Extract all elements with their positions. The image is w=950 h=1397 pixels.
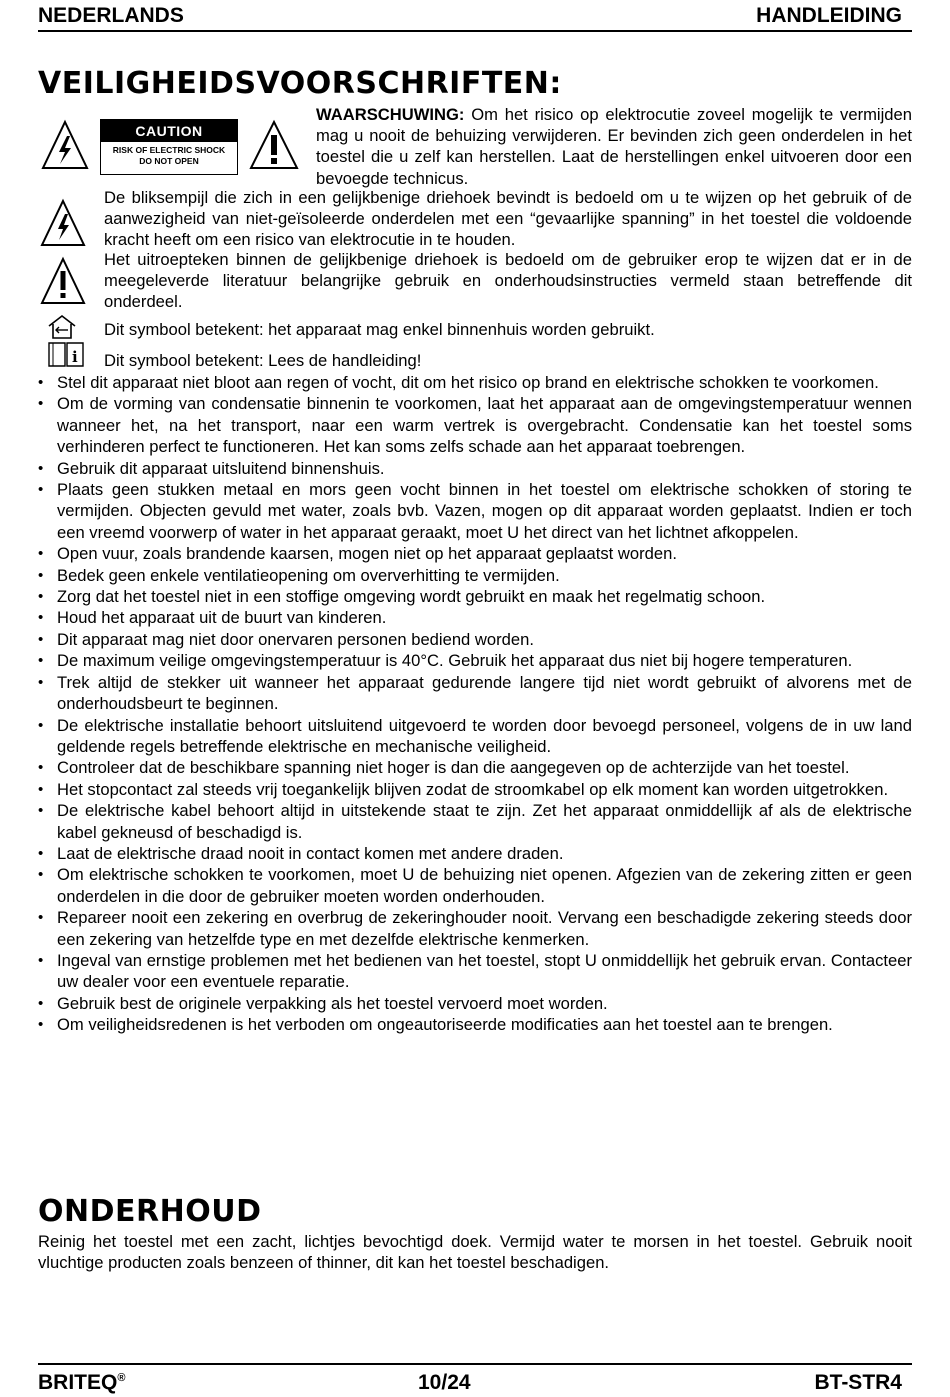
- list-item: • Gebruik best de originele verpakking als het toestel vervoerd moet worden.: [38, 993, 912, 1014]
- footer-brand-wrap: [38, 1371, 125, 1395]
- exclamation-symbol-icon: [40, 256, 86, 306]
- caution-label: [100, 119, 238, 175]
- page-header: [38, 2, 912, 32]
- footer-page-number: 10/24: [418, 1371, 471, 1394]
- list-item: • Dit apparaat mag niet door onervaren personen bediend worden.: [38, 629, 912, 650]
- indoor-use-icon: [46, 313, 78, 341]
- list-item: • Om elektrische schokken te voorkomen, moet U de behuizing niet openen. Afgezien van de zekering zitten er geen onderdelen in die door de gebruiker moeten worden onderhouden.: [38, 864, 912, 907]
- page-title: VEILIGHEIDSVOORSCHRIFTEN:: [38, 66, 562, 101]
- list-item: • Trek altijd de stekker uit wanneer het apparaat gedurende langere tijd niet wordt gebruikt of alvorens met de onderhoudsbeurt te beginnen.: [38, 672, 912, 715]
- footer-reg: ®: [117, 1372, 126, 1384]
- maintenance-title: ONDERHOUD: [38, 1194, 262, 1229]
- warning-text: Om het risico op elektrocutie zoveel mogelijk te vermijden mag u nooit de behuizing verwijderen. Er bevinden zich geen onderdelen in het toestel die u zelf kan herstellen. Laat de herstellingen enkel uitvoeren door een bevoegde technicus.: [316, 105, 912, 188]
- list-item: • Om de vorming van condensatie binnenin te voorkomen, laat het apparaat aan de omgevingstemperatuur wennen wanneer het, na het transport, naar een warm vertrek is overgebracht. Condensatie kan het toestel soms verhinderen perfect te functioneren. Het kan soms zelfs schade aan het apparaat toebrengen.: [38, 393, 912, 457]
- safety-bullet-list: [38, 372, 912, 1036]
- manual-explanation: Dit symbool betekent: Lees de handleiding!: [104, 351, 422, 370]
- page-footer: [38, 1363, 912, 1395]
- indoor-explanation: Dit symbool betekent: het apparaat mag enkel binnenhuis worden gebruikt.: [104, 320, 655, 339]
- list-item: • De elektrische installatie behoort uitsluitend uitgevoerd te worden door bevoegd personeel, volgens de in uw land geldende regels betreffende elektrische en mechanische veiligheid.: [38, 715, 912, 758]
- maintenance-text: Reinig het toestel met een zacht, lichtjes bevochtigd doek. Vermijd water te morsen in het toestel. Gebruik nooit vluchtige producten zoals benzeen of thinner, dit kan het toestel beschadigen.: [38, 1232, 912, 1273]
- list-item: • Repareer nooit een zekering en overbrug de zekeringhouder nooit. Vervang een beschadigde zekering steeds door een zekering van hetzelfde type en met dezelfde elektrische kenmerken.: [38, 907, 912, 950]
- lightning-symbol-icon: [40, 198, 86, 248]
- list-item: • Gebruik dit apparaat uitsluitend binnenshuis.: [38, 458, 912, 479]
- lightning-explanation: De bliksempijl die zich in een gelijkbenige driehoek bevindt is bedoeld om u te wijzen op het gebruik of de aanwezigheid van niet-geïsoleerde onderdelen met een “gevaarlijke spanning” in het toestel die voldoende kracht heeft om een risico van elektrocutie in te houden.: [104, 188, 912, 250]
- caution-line1: RISK OF ELECTRIC SHOCK: [112, 145, 226, 155]
- warning-label: WAARSCHUWING:: [316, 105, 465, 124]
- warning-paragraph: [316, 104, 912, 189]
- list-item: • Plaats geen stukken metaal en mors geen vocht binnen in het toestel om elektrische schokken of storing te vermijden. Objecten gevuld met water, zoals bvb. Vazen, mogen op dit apparaat worden geplaatst. Indien er toch een vreemd voorwerp of water in het apparaat geraakt, moet U het direct van het lichtnet afkoppelen.: [38, 479, 912, 543]
- list-item: • Bedek geen enkele ventilatieopening om oververhitting te vermijden.: [38, 565, 912, 586]
- list-item: • Controleer dat de beschikbare spanning niet hoger is dan die aangegeven op de achterzijde van het toestel.: [38, 757, 912, 778]
- exclamation-explanation: Het uitroepteken binnen de gelijkbenige driehoek is bedoeld om de gebruiker erop te wijzen dat er in de meegeleverde literatuur belangrijke gebruik en onderhoudsinstructies vermeld staan betreffende dit onderdeel.: [104, 250, 912, 312]
- caution-title: CAUTION: [101, 120, 237, 142]
- svg-text:i: i: [72, 348, 78, 366]
- list-item: • Houd het apparaat uit de buurt van kinderen.: [38, 607, 912, 628]
- header-language: NEDERLANDS: [38, 4, 184, 27]
- footer-model: BT-STR4: [814, 1371, 902, 1394]
- lightning-warning-icon: [40, 119, 90, 171]
- list-item: • De elektrische kabel behoort altijd in uitstekende staat te zijn. Zet het apparaat onmiddellijk af als de elektrische kabel gekneusd of beschadigd is.: [38, 800, 912, 843]
- header-manual: HANDLEIDING: [756, 4, 902, 27]
- list-item: • Ingeval van ernstige problemen met het bedienen van het toestel, stopt U onmiddellijk het gebruik ervan. Contacteer uw dealer voor een eventuele reparatie.: [38, 950, 912, 993]
- list-item: • Het stopcontact zal steeds vrij toegankelijk blijven zodat de stroomkabel op elk moment kan worden uitgetrokken.: [38, 779, 912, 800]
- list-item: • Stel dit apparaat niet bloot aan regen of vocht, dit om het risico op brand en elektrische schokken te voorkomen.: [38, 372, 912, 393]
- footer-brand: BRITEQ: [38, 1371, 118, 1394]
- list-item: • Laat de elektrische draad nooit in contact komen met andere draden.: [38, 843, 912, 864]
- list-item: • Open vuur, zoals brandende kaarsen, mogen niet op het apparaat geplaatst worden.: [38, 543, 912, 564]
- caution-line2: DO NOT OPEN: [139, 156, 199, 166]
- read-manual-icon: [46, 340, 86, 368]
- list-item: • De maximum veilige omgevingstemperatuur is 40°C. Gebruik het apparaat dus niet bij hogere temperaturen.: [38, 650, 912, 671]
- list-item: • Om veiligheidsredenen is het verboden om ongeautoriseerde modificaties aan het toestel aan te brengen.: [38, 1014, 912, 1035]
- exclamation-warning-icon: [248, 119, 300, 171]
- list-item: • Zorg dat het toestel niet in een stoffige omgeving wordt gebruikt en maak het regelmatig schoon.: [38, 586, 912, 607]
